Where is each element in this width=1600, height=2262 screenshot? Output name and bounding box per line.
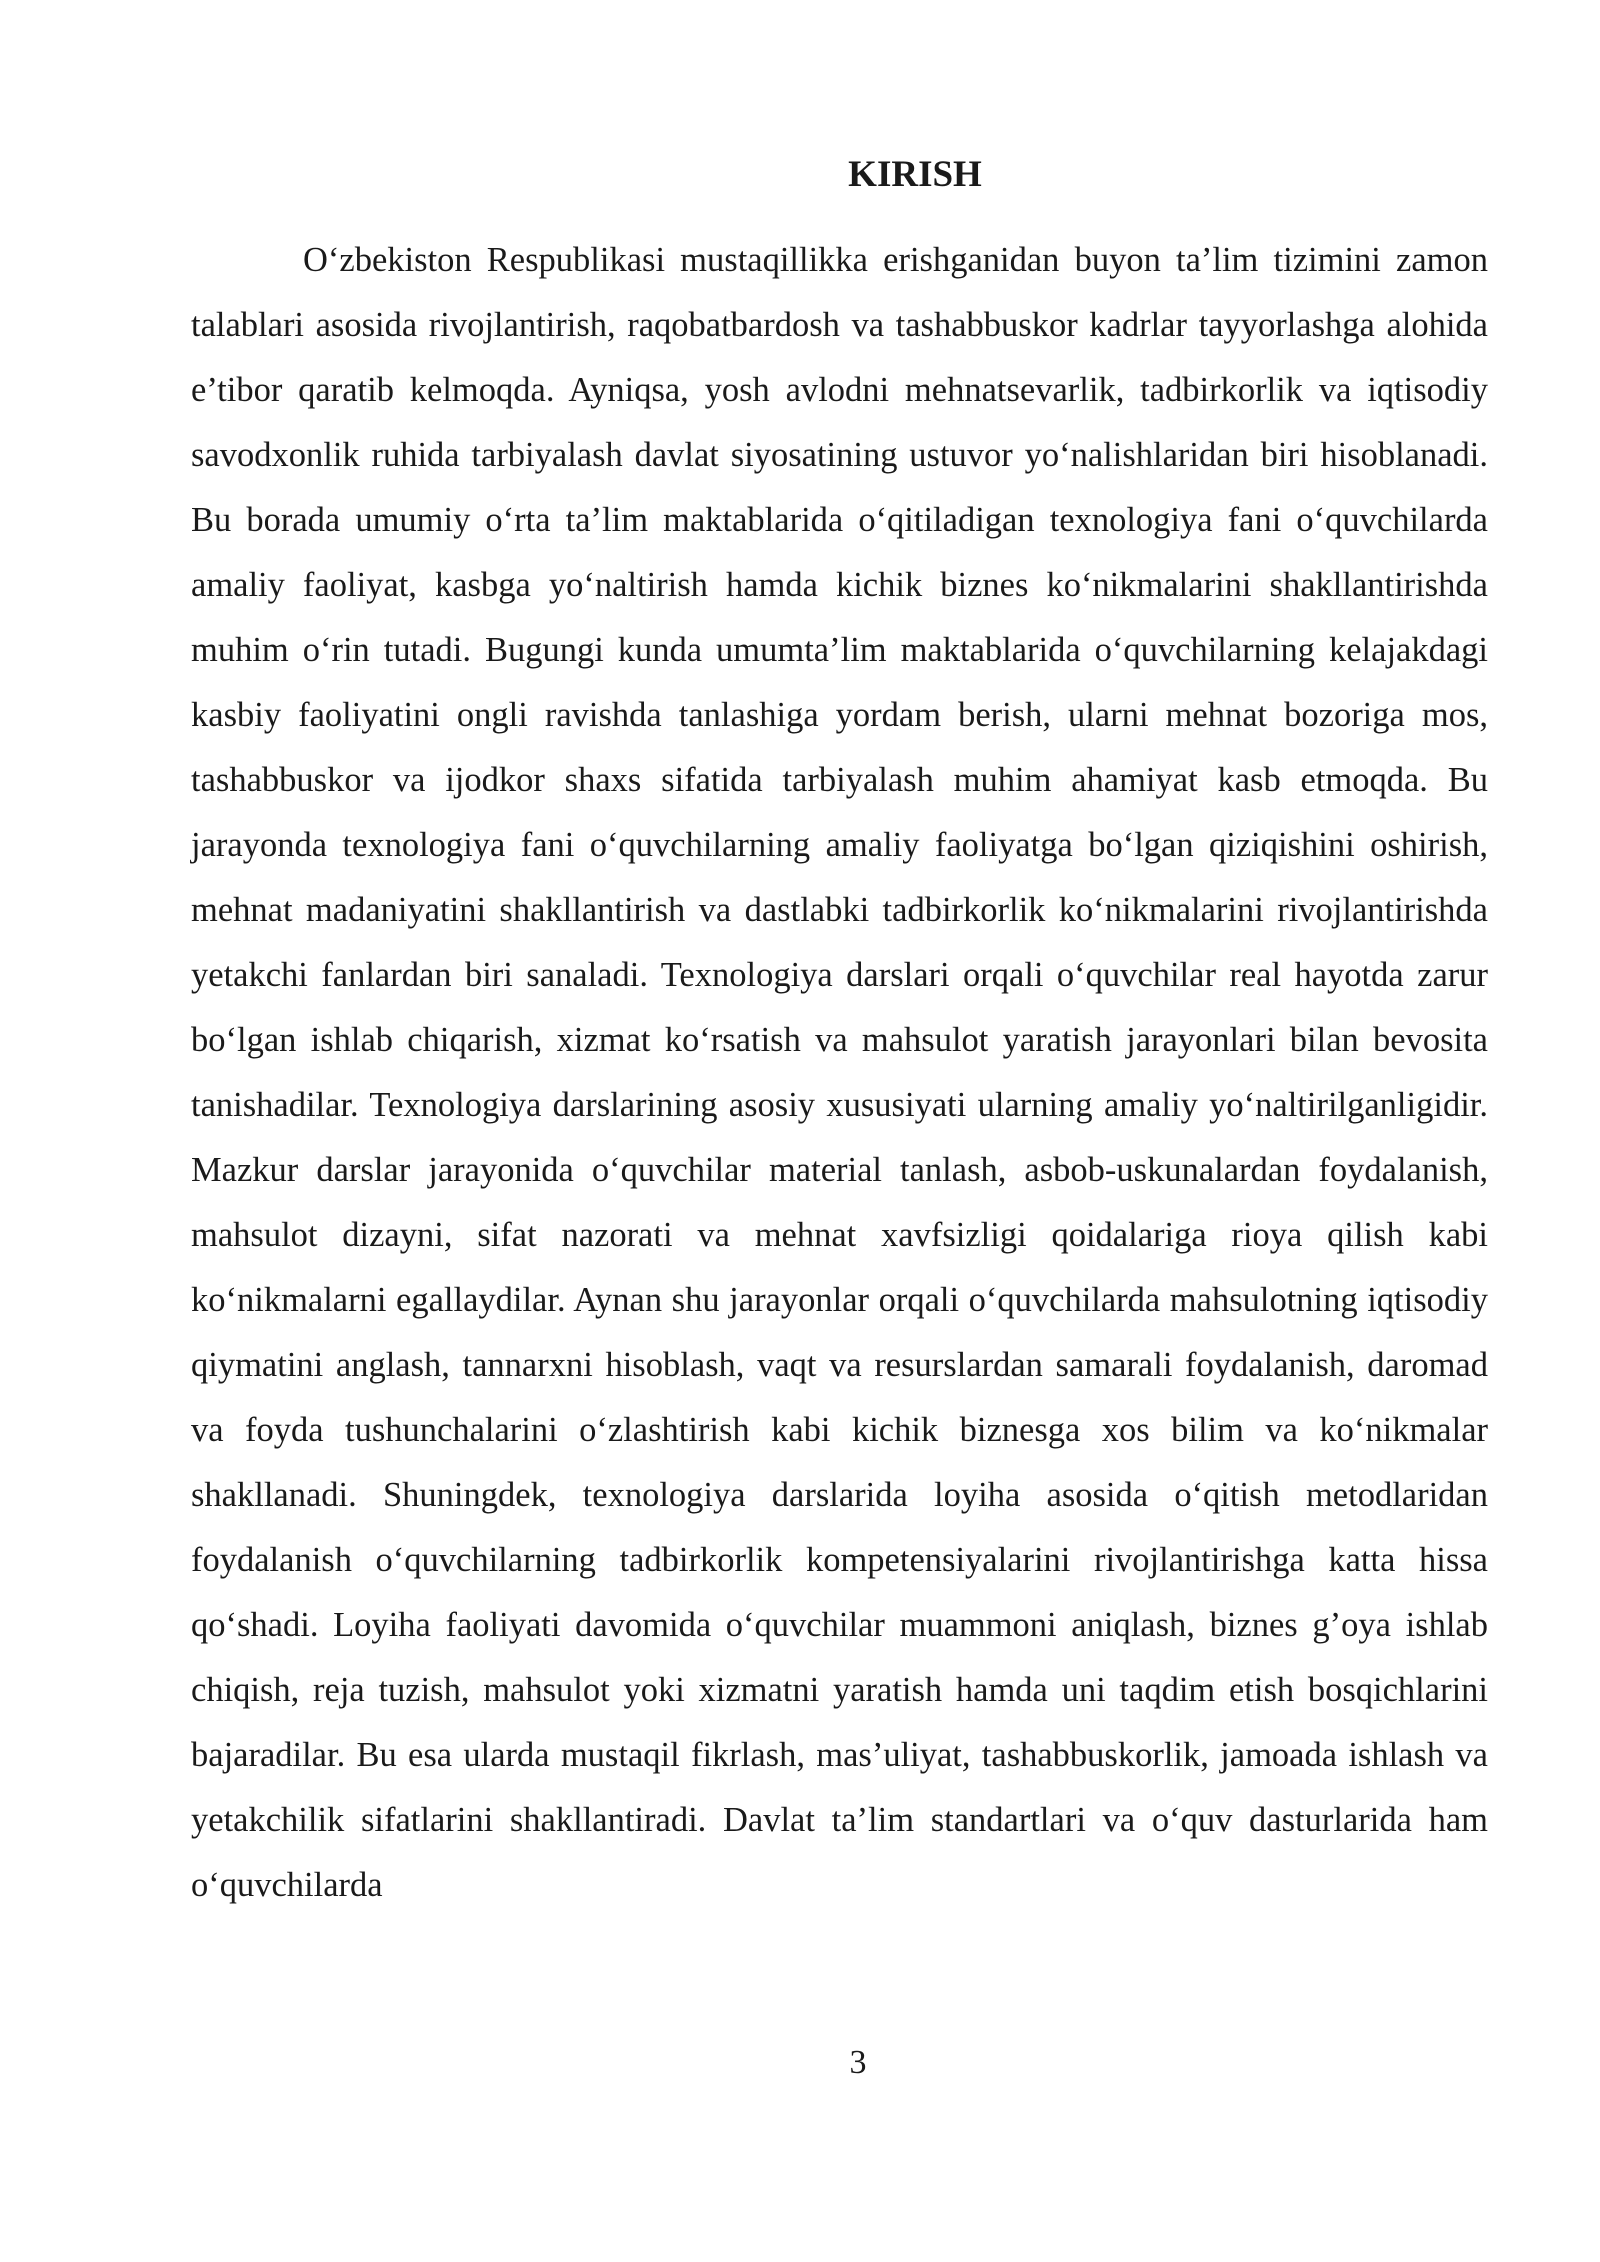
- body-paragraph: O‘zbekiston Respublikasi mustaqillikka erishganidan buyon ta’lim tizimini zamon talablari asosida rivojlantirish, raqobatbardosh va tashabbuskor kadrlar tayyorlashga alohida e’tibor qaratib kelmoqda. Ayniqsa, yosh avlodni mehnatsevarlik, tadbirkorlik va iqtisodiy savodxonlik ruhida tarbiyalash davlat siyosatining ustuvor yo‘nalishlaridan biri hisoblanadi. Bu borada umumiy o‘rta ta’lim maktablarida o‘qitiladigan texnologiya fani o‘quvchilarda amaliy faoliyat, kasbga yo‘naltirish hamda kichik biznes ko‘nikmalarini shakllantirishda muhim o‘rin tutadi. Bugungi kunda umumta’lim maktablarida o‘quvchilarning kelajakdagi kasbiy faoliyatini ongli ravishda tanlashiga yordam berish, ularni mehnat bozoriga mos, tashabbuskor va ijodkor shaxs sifatida tarbiyalash muhim ahamiyat kasb etmoqda. Bu jarayonda texnologiya fani o‘quvchilarning amaliy faoliyatga bo‘lgan qiziqishini oshirish, mehnat madaniyatini shakllantirish va dastlabki tadbirkorlik ko‘nikmalarini rivojlantirishda yetakchi fanlardan biri sanaladi. Texnologiya darslari orqali o‘quvchilar real hayotda zarur bo‘lgan ishlab chiqarish, xizmat ko‘rsatish va mahsulot yaratish jarayonlari bilan bevosita tanishadilar. Texnologiya darslarining asosiy xususiyati ularning amaliy yo‘naltirilganligidir. Mazkur darslar jarayonida o‘quvchilar material tanlash, asbob-uskunalardan foydalanish, mahsulot dizayni, sifat nazorati va mehnat xavfsizligi qoidalariga rioya qilish kabi ko‘nikmalarni egallaydilar. Aynan shu jarayonlar orqali o‘quvchilarda mahsulotning iqtisodiy qiymatini anglash, tannarxni hisoblash, vaqt va resurslardan samarali foydalanish, daromad va foyda tushunchalarini o‘zlashtirish kabi kichik biznesga xos bilim va ko‘nikmalar shakllanadi. Shuningdek, texnologiya darslarida loyiha asosida o‘qitish metodlaridan foydalanish o‘quvchilarning tadbirkorlik kompetensiyalarini rivojlantirishga katta hissa qo‘shadi. Loyiha faoliyati davomida o‘quvchilar muammoni aniqlash, biznes g’oya ishlab chiqish, reja tuzish, mahsulot yoki xizmatni yaratish hamda uni taqdim etish bosqichlarini bajaradilar. Bu esa ularda mustaqil fikrlash, mas’uliyat, tashabbuskorlik, jamoada ishlash va yetakchilik sifatlarini shakllantiradi. Davlat ta’lim standartlari va o‘quv dasturlarida ham o‘quvchilarda: [191, 241, 1488, 1904]
- page-number: 3: [849, 2044, 867, 2081]
- section-heading: KIRISH: [848, 154, 982, 195]
